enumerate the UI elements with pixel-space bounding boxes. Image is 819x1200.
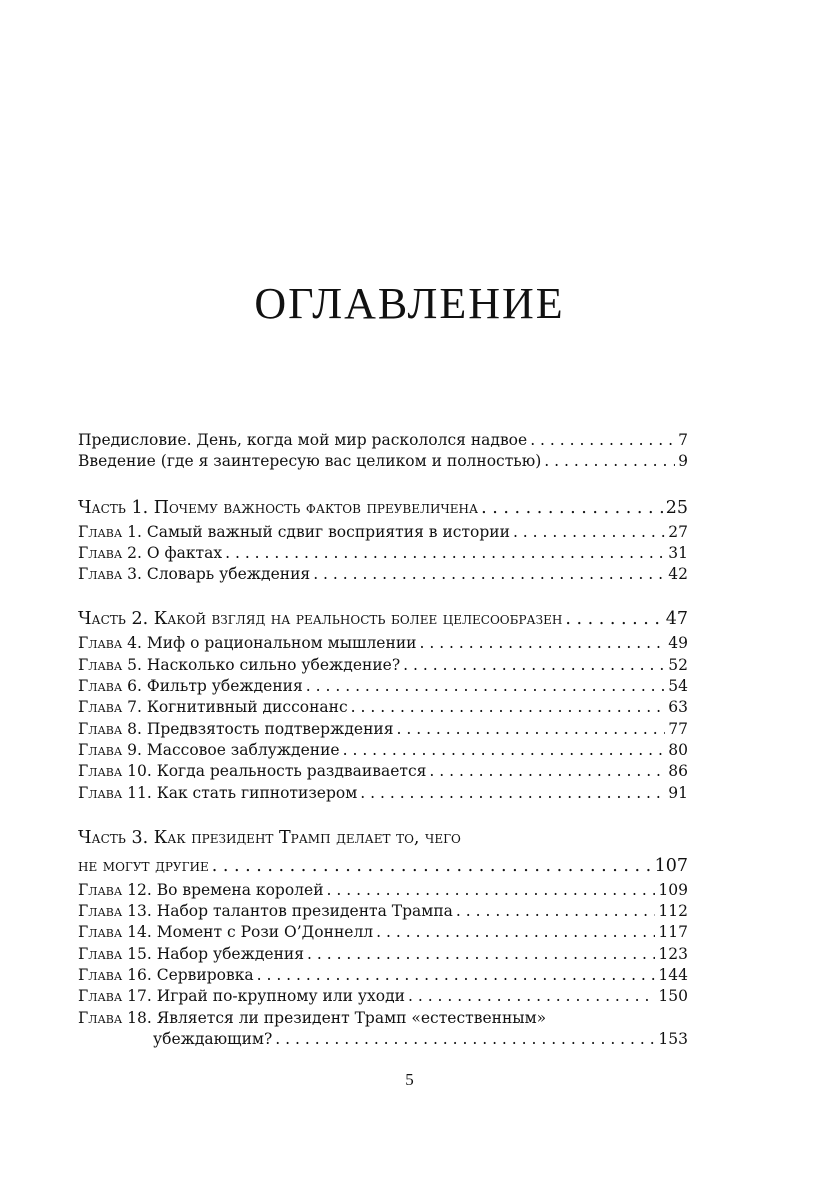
- chapter-label: Глава 10.: [78, 762, 152, 781]
- leader-dots: [565, 605, 662, 633]
- chapter-label: Глава 2.: [78, 543, 142, 562]
- leader-dots: [513, 522, 665, 543]
- toc-part-2[interactable]: [78, 605, 688, 633]
- page-title: ОГЛАВЛЕНИЕ: [254, 279, 565, 328]
- chapter-text-cont: убеждающим?: [153, 1029, 273, 1048]
- toc-part-1[interactable]: [78, 494, 688, 522]
- chapter-text: Набор убеждения: [156, 944, 305, 963]
- leader-dots: [544, 451, 675, 472]
- chapter-text: Во времена королей: [156, 880, 324, 899]
- toc-chapter-1[interactable]: [78, 522, 688, 543]
- chapter-label: Глава 5.: [78, 655, 142, 674]
- chapter-page: 63: [668, 698, 688, 717]
- toc-chapter-16[interactable]: [78, 965, 688, 986]
- chapter-page: 91: [668, 783, 688, 802]
- toc-chapter-5[interactable]: [78, 655, 688, 676]
- leader-dots: [376, 922, 655, 943]
- table-of-contents: [78, 430, 688, 1050]
- entry-page: 7: [678, 431, 688, 449]
- leader-dots: [306, 676, 665, 697]
- toc-chapter-7[interactable]: [78, 697, 688, 718]
- leader-dots: [257, 965, 656, 986]
- chapter-text: Массовое заблуждение: [146, 740, 340, 759]
- chapter-page: 112: [658, 902, 688, 921]
- chapter-text: Как стать гипнотизером: [156, 783, 358, 802]
- leader-dots: [429, 761, 665, 782]
- chapter-label: Глава 4.: [78, 634, 142, 653]
- toc-chapter-6[interactable]: [78, 676, 688, 697]
- leader-dots: [275, 1029, 655, 1050]
- toc-chapter-15[interactable]: [78, 944, 688, 965]
- chapter-page: 109: [658, 880, 688, 899]
- leader-dots: [212, 852, 652, 880]
- toc-chapter-18-cont[interactable]: [78, 1029, 688, 1050]
- entry-page: 9: [678, 452, 688, 471]
- chapter-label: Глава 1.: [78, 522, 142, 541]
- toc-chapter-14[interactable]: [78, 922, 688, 943]
- chapter-label: Глава 13.: [78, 902, 152, 921]
- chapter-text: Момент с Рози О’Доннелл: [156, 923, 374, 942]
- toc-chapter-9[interactable]: [78, 740, 688, 761]
- part-title-cont: не могут другие: [78, 855, 209, 876]
- chapter-label: Глава 12.: [78, 880, 152, 899]
- chapter-page: 54: [668, 677, 688, 696]
- page-number: 5: [405, 1070, 414, 1089]
- chapter-page: 123: [658, 944, 688, 963]
- chapter-page: 117: [658, 923, 688, 942]
- toc-chapter-4[interactable]: [78, 633, 688, 654]
- toc-entry-introduction[interactable]: [78, 451, 688, 472]
- toc-entry-preface[interactable]: [78, 430, 688, 451]
- chapter-text: Словарь убеждения: [146, 565, 311, 584]
- part-page: 107: [654, 855, 688, 876]
- entry-text: Предисловие. День, когда мой мир раскололся надвое: [78, 431, 528, 449]
- toc-chapter-12[interactable]: [78, 880, 688, 901]
- chapter-label: Глава 7.: [78, 698, 142, 717]
- chapter-text: Сервировка: [156, 966, 254, 985]
- leader-dots: [397, 719, 666, 740]
- chapter-label: Глава 11.: [78, 783, 152, 802]
- part-title: Часть 3. Как президент Трамп делает то, чего: [78, 827, 461, 848]
- chapter-text: Миф о рациональном мышлении: [146, 634, 417, 653]
- toc-chapter-17[interactable]: [78, 986, 688, 1007]
- toc-chapter-3[interactable]: [78, 564, 688, 585]
- leader-dots: [307, 944, 655, 965]
- toc-chapter-18[interactable]: [78, 1008, 688, 1029]
- chapter-page: 31: [668, 543, 688, 562]
- part-title: Часть 1. Почему важность фактов преувеличена: [78, 497, 479, 518]
- leader-dots: [481, 494, 663, 522]
- toc-chapter-8[interactable]: [78, 719, 688, 740]
- toc-part-3-line1[interactable]: [78, 824, 688, 852]
- chapter-page: 42: [668, 565, 688, 584]
- chapter-text: Фильтр убеждения: [146, 677, 303, 696]
- chapter-text: Играй по-крупному или уходи: [156, 987, 405, 1006]
- chapter-text: Самый важный сдвиг восприятия в истории: [146, 522, 510, 541]
- chapter-page: 153: [658, 1029, 688, 1048]
- leader-dots: [360, 783, 665, 804]
- leader-dots: [313, 564, 665, 585]
- chapter-label: Глава 3.: [78, 565, 142, 584]
- entry-text: Введение (где я заинтересую вас целиком и полностью): [78, 452, 542, 471]
- chapter-page: 52: [668, 655, 688, 674]
- chapter-page: 27: [668, 522, 688, 541]
- chapter-text: Набор талантов президента Трампа: [156, 902, 453, 921]
- chapter-label: Глава 15.: [78, 944, 152, 963]
- chapter-label: Глава 14.: [78, 923, 152, 942]
- leader-dots: [225, 543, 665, 564]
- toc-chapter-11[interactable]: [78, 783, 688, 804]
- toc-chapter-13[interactable]: [78, 901, 688, 922]
- chapter-label: Глава 6.: [78, 677, 142, 696]
- part-page: 25: [665, 497, 688, 518]
- chapter-text: Является ли президент Трамп «естественным»: [156, 1008, 547, 1027]
- part-title: Часть 2. Какой взгляд на реальность более целесообразен: [78, 609, 563, 630]
- chapter-text: Когда реальность раздваивается: [156, 762, 427, 781]
- leader-dots: [408, 986, 655, 1007]
- chapter-page: 144: [658, 966, 688, 985]
- chapter-label: Глава 16.: [78, 966, 152, 985]
- toc-chapter-2[interactable]: [78, 543, 688, 564]
- leader-dots: [351, 697, 666, 718]
- leader-dots: [419, 633, 665, 654]
- chapter-page: 150: [658, 987, 688, 1006]
- chapter-label: Глава 18.: [78, 1008, 152, 1027]
- leader-dots: [343, 740, 666, 761]
- toc-part-3-line2[interactable]: [78, 852, 688, 880]
- chapter-page: 86: [668, 762, 688, 781]
- chapter-text: Предвзятость подтверждения: [146, 719, 394, 738]
- chapter-label: Глава 8.: [78, 719, 142, 738]
- chapter-text: О фактах: [146, 543, 223, 562]
- leader-dots: [456, 901, 656, 922]
- chapter-label: Глава 17.: [78, 987, 152, 1006]
- leader-dots: [327, 880, 656, 901]
- leader-dots: [530, 430, 675, 451]
- leader-dots: [403, 655, 665, 676]
- chapter-text: Насколько сильно убеждение?: [146, 655, 401, 674]
- chapter-label: Глава 9.: [78, 740, 142, 759]
- chapter-page: 49: [668, 634, 688, 653]
- part-page: 47: [665, 609, 688, 630]
- chapter-text: Когнитивный диссонанс: [146, 698, 348, 717]
- chapter-page: 77: [668, 719, 688, 738]
- chapter-page: 80: [668, 740, 688, 759]
- toc-chapter-10[interactable]: [78, 761, 688, 782]
